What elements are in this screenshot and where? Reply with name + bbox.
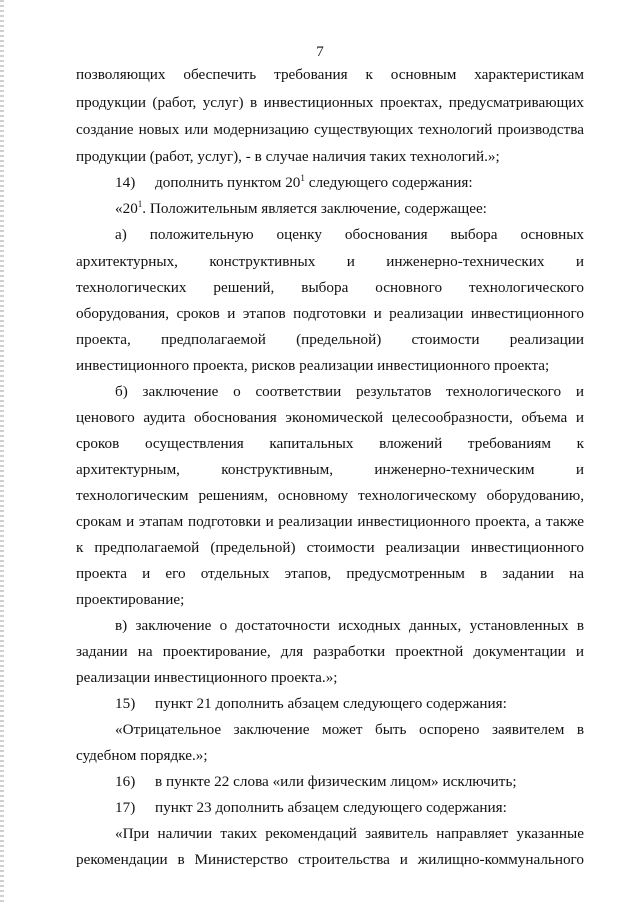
- text-line: «При наличии таких рекомендаций заявитель направляет указанные: [115, 825, 584, 842]
- item-text-15: пункт 21 дополнить абзацем следующего содержания:: [155, 695, 507, 712]
- text-line: проекта, предполагаемой (предельной) стоимости реализации: [76, 331, 584, 348]
- text-line: в) заключение о достаточности исходных данных, установленных в: [115, 617, 584, 634]
- text-line-heading-20-1: [115, 200, 584, 218]
- superscript: 1: [300, 173, 305, 183]
- heading-20: «20: [115, 200, 138, 217]
- text-line: реализации инвестиционного проекта.»;: [76, 669, 338, 686]
- text-line: инвестиционного проекта, рисков реализации инвестиционного проекта;: [76, 357, 550, 374]
- text-line: позволяющих обеспечить требования к основным характеристикам: [76, 66, 584, 83]
- superscript: 1: [137, 199, 143, 209]
- text-line: технологических решений, выбора основного технологического: [76, 279, 584, 296]
- text-line: а) положительную оценку обоснования выбора основных: [115, 226, 584, 243]
- text-line: создание новых или модернизацию существующих технологий производства: [76, 121, 584, 138]
- item-text-14: [155, 174, 473, 192]
- page-number: 7: [316, 44, 324, 60]
- text-line: проектирование;: [76, 591, 185, 608]
- text-line: продукции (работ, услуг) в инвестиционных проектах, предусматривающих: [76, 94, 584, 111]
- text-line: сроков осуществления капитальных вложений требованиям к: [76, 435, 584, 452]
- text-line: б) заключение о соответствии результатов технологического и: [115, 383, 584, 400]
- text-line: срокам и этапам подготовки и реализации инвестиционного проекта, а также: [76, 513, 584, 530]
- text-line: проекта и его отдельных этапов, предусмотренным в задании на: [76, 565, 584, 582]
- item-number-16: 16): [115, 773, 136, 790]
- text-line: «Отрицательное заключение может быть оспорено заявителем в: [115, 721, 584, 738]
- text-line: продукции (работ, услуг), - в случае наличия таких технологий.»;: [76, 148, 500, 165]
- item-number-14: 14): [115, 174, 136, 191]
- text-line: архитектурных, конструктивных и инженерно-технических и: [76, 253, 584, 270]
- text-line: технологическим решениям, основному технологическому оборудованию,: [76, 487, 584, 504]
- item-number-17: 17): [115, 799, 136, 816]
- text-line: задании на проектирование, для разработки проектной документации и: [76, 643, 584, 660]
- item-text-16: в пункте 22 слова «или физическим лицом» исключить;: [155, 773, 517, 790]
- text-line: судебном порядке.»;: [76, 747, 208, 764]
- heading-20-rest: . Положительным является заключение, содержащее:: [142, 200, 487, 217]
- item-text-14-after: следующего содержания:: [304, 174, 473, 191]
- text-line: оборудования, сроков и этапов подготовки и реализации инвестиционного: [76, 305, 584, 322]
- text-line: ценового аудита обоснования экономической целесообразности, объема и: [76, 409, 584, 426]
- item-text-14-before: дополнить пунктом 20: [155, 174, 301, 191]
- text-line: к предполагаемой (предельной) стоимости реализации инвестиционного: [76, 539, 584, 556]
- text-line: рекомендации в Министерство строительства и жилищно-коммунального: [76, 851, 584, 868]
- scan-edge: [0, 0, 4, 905]
- item-number-15: 15): [115, 695, 136, 712]
- item-text-17: пункт 23 дополнить абзацем следующего содержания:: [155, 799, 507, 816]
- text-line: архитектурным, конструктивным, инженерно-техническим и: [76, 461, 584, 478]
